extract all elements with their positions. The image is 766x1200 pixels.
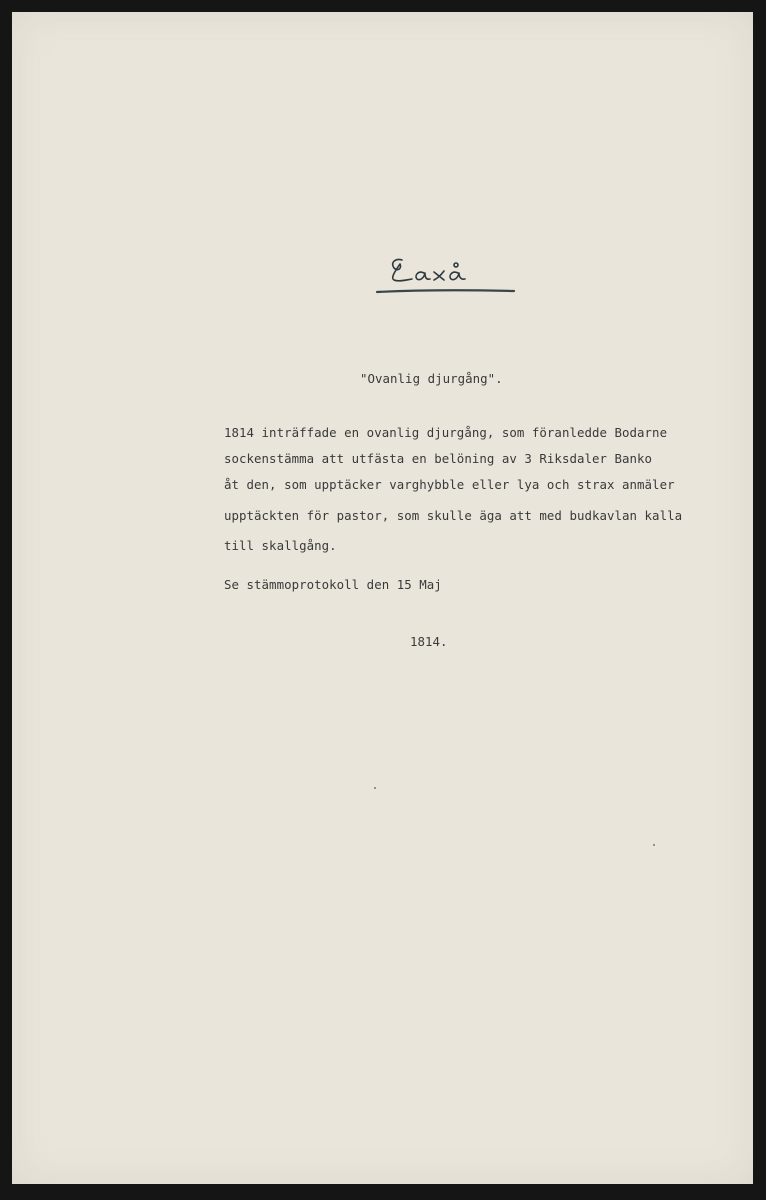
- paragraph-line: sockenstämma att utfästa en belöning av 3 Riksdaler Banko: [224, 451, 653, 466]
- paragraph-line: till skallgång.: [224, 538, 337, 553]
- handwritten-title: [372, 246, 522, 306]
- paper-speck: [653, 844, 655, 846]
- reference-line: Se stämmoprotokoll den 15 Maj: [224, 577, 442, 592]
- paragraph-line: 1814 inträffade en ovanlig djurgång, som föranledde Bodarne: [224, 425, 668, 440]
- document-heading: "Ovanlig djurgång".: [360, 371, 503, 386]
- paper-sheet: [12, 12, 753, 1184]
- paragraph-line: åt den, som upptäcker varghybble eller lya och strax anmäler: [224, 477, 675, 492]
- paragraph-line: upptäckten för pastor, som skulle äga att med budkavlan kalla: [224, 508, 683, 523]
- handwritten-title-drawing: [372, 246, 522, 306]
- paper-speck: [374, 787, 376, 789]
- year-line: 1814.: [410, 634, 448, 649]
